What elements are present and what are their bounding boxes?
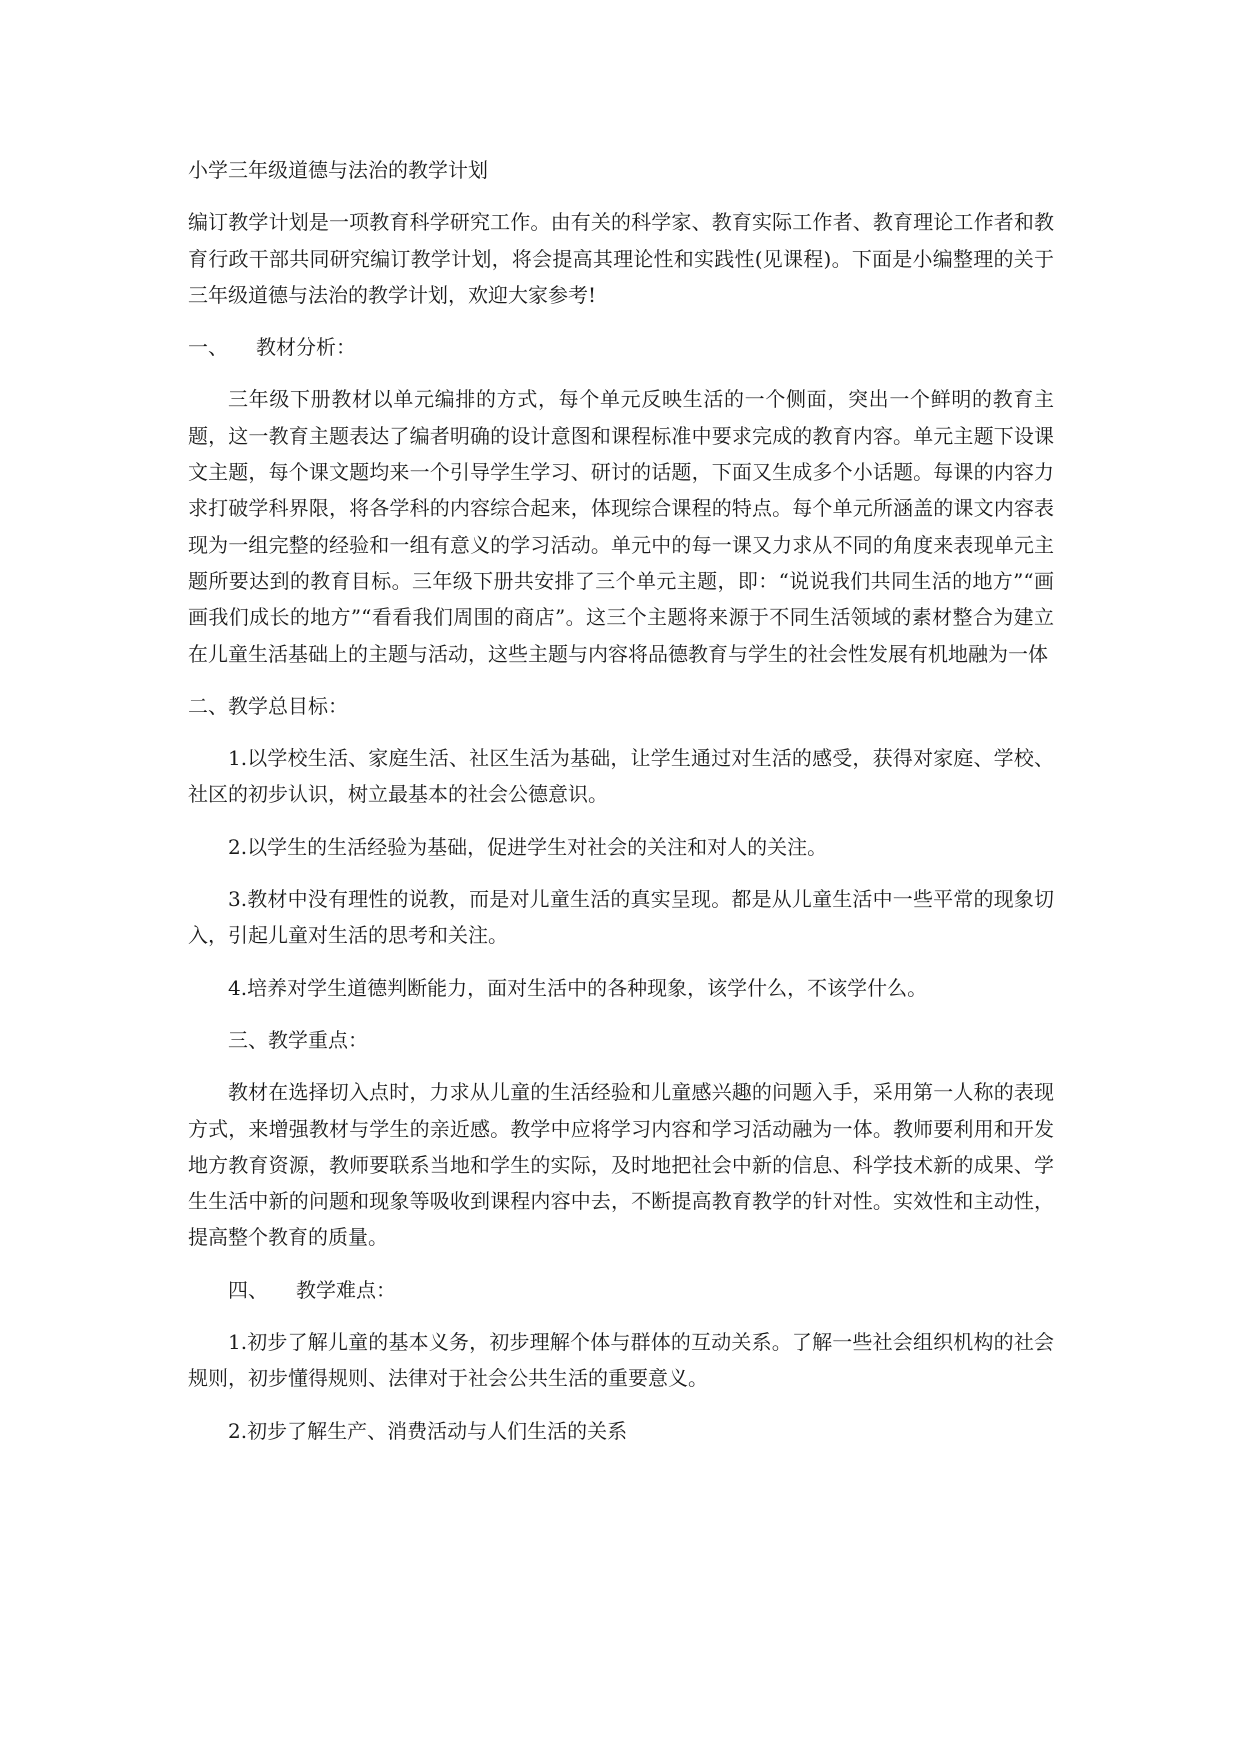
section-4-number: 四、 [228,1277,268,1302]
section-2-item-1: 1.以学校生活、家庭生活、社区生活为基础，让学生通过对生活的感受，获得对家庭、学校、社区的初步认识，树立最基本的社会公德意识。 [188,746,1054,807]
section-1-title: 教材分析： [256,335,356,360]
section-4-item-2: 2.初步了解生产、消费活动与人们生活的关系 [228,1418,628,1443]
intro-paragraph: 编订教学计划是一项教育科学研究工作。由有关的科学家、教育实际工作者、教育理论工作者和教育行政干部共同研究编订教学计划，将会提高其理论性和实践性(见课程)。下面是小编整理的关于三年级道德与法治的教学计划，欢迎大家参考! [188,210,1054,307]
section-2-heading: 二、教学总目标： [188,693,348,718]
document-content [188,152,1054,1465]
section-2-item-3: 3.教材中没有理性的说教，而是对儿童生活的真实呈现。都是从儿童生活中一些平常的现象切入，引起儿童对生活的思考和关注。 [188,887,1054,948]
section-3-body: 教材在选择切入点时，力求从儿童的生活经验和儿童感兴趣的问题入手，采用第一人称的表现方式，来增强教材与学生的亲近感。教学中应将学习内容和学习活动融为一体。教师要利用和开发地方教育资源，教师要联系当地和学生的实际，及时地把社会中新的信息、科学技术新的成果、学生生活中新的问题和现象等吸收到课程内容中去，不断提高教育教学的针对性。实效性和主动性，提高整个教育的质量。 [188,1080,1054,1250]
section-4-title: 教学难点： [296,1277,396,1302]
document-title: 小学三年级道德与法治的教学计划 [188,158,488,182]
section-1-body: 三年级下册教材以单元编排的方式，每个单元反映生活的一个侧面，突出一个鲜明的教育主题，这一教育主题表达了编者明确的设计意图和课程标准中要求完成的教育内容。单元主题下设课文主题，每个课文题均来一个引导学生学习、研讨的话题，下面又生成多个小话题。每课的内容力求打破学科界限，将各学科的内容综合起来，体现综合课程的特点。每个单元所涵盖的课文内容表现为一组完整的经验和一组有意义的学习活动。单元中的每一课又力求从不同的角度来表现单元主题所要达到的教育目标。三年级下册共安排了三个单元主题，即：“说说我们共同生活的地方”“画画我们成长的地方”“看看我们周围的商店”。这三个主题将来源于不同生活领域的素材整合为建立在儿童生活基础上的主题与活动，这些主题与内容将品德教育与学生的社会性发展有机地融为一体 [188,387,1054,666]
section-2-item-4: 4.培养对学生道德判断能力，面对生活中的各种现象，该学什么，不该学什么。 [228,975,928,1000]
section-1-number: 一、 [188,335,228,360]
section-4-item-1: 1.初步了解儿童的基本义务，初步理解个体与群体的互动关系。了解一些社会组织机构的社会规则，初步懂得规则、法律对于社会公共生活的重要意义。 [188,1330,1054,1391]
section-2-item-2: 2.以学生的生活经验为基础，促进学生对社会的关注和对人的关注。 [228,834,828,859]
section-4-heading [188,1272,1054,1308]
section-3-heading: 三、教学重点： [228,1027,368,1052]
section-1-heading [188,329,1054,365]
